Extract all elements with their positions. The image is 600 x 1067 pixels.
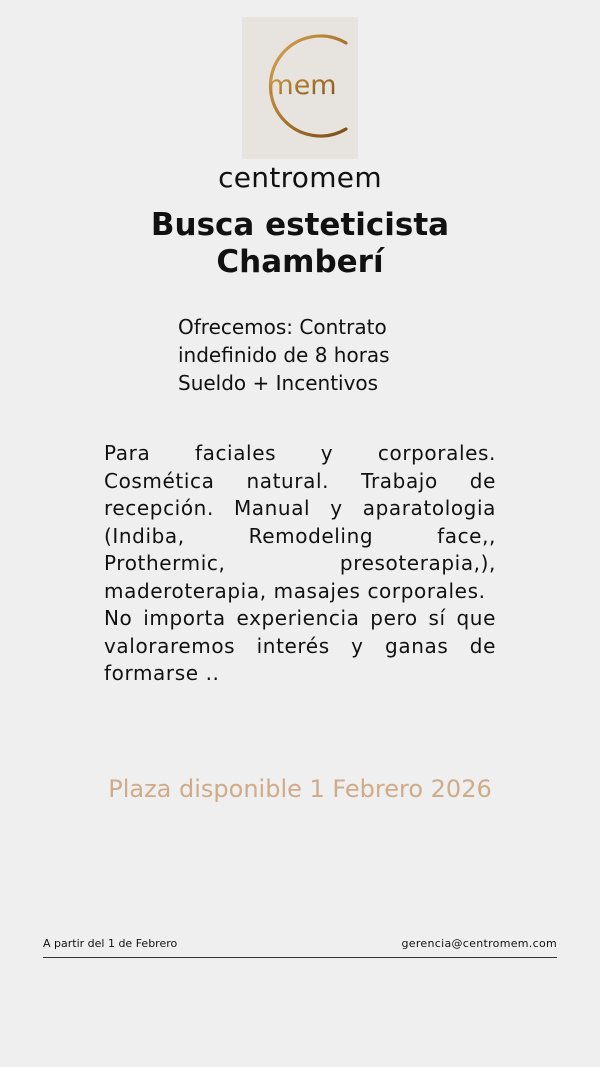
- headline-line-1: Busca esteticista: [150, 207, 450, 243]
- job-description: [104, 440, 496, 688]
- page-title: [0, 207, 600, 281]
- offer-line-2: indefinido de 8 horas: [178, 343, 390, 367]
- logo-mark: [242, 17, 358, 159]
- brand-name: centromem: [218, 161, 382, 194]
- offer-block: [178, 313, 478, 397]
- availability-notice: Plaza disponible 1 Febrero 2026: [108, 775, 492, 803]
- footer-divider: [43, 957, 557, 958]
- headline-line-2: Chamberí: [216, 244, 384, 280]
- logo: [242, 17, 358, 159]
- footer-start-date: A partir del 1 de Febrero: [43, 937, 178, 950]
- offer-line-3: Sueldo + Incentivos: [178, 371, 379, 395]
- footer-email: gerencia@centromem.com: [401, 937, 557, 950]
- description-paragraph-2: No importa experiencia pero sí que valoraremos interés y ganas de formarse ..: [104, 606, 496, 685]
- description-paragraph-1: Para faciales y corporales. Cosmética natural. Trabajo de recepción. Manual y aparatologia (Indiba, Remodeling face,, Prothermic, presoterapia,), maderoterapia, masajes corporales.: [104, 441, 496, 603]
- logo-text: mem: [267, 70, 337, 101]
- offer-line-1: Ofrecemos: Contrato: [178, 315, 387, 339]
